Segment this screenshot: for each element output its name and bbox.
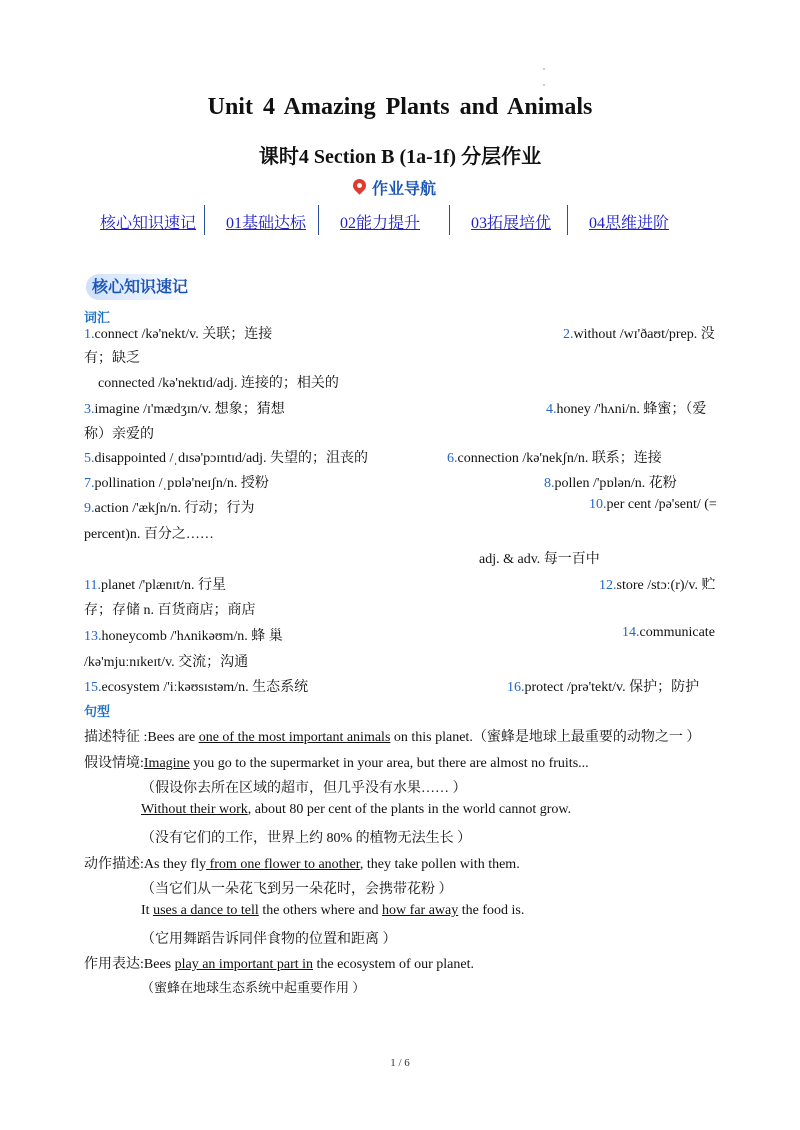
- vocab-item-cont: percent)n. 百分之……: [84, 527, 214, 542]
- nav-link-thinking[interactable]: 04思维进阶: [589, 215, 670, 232]
- sentence-translation: （没有它们的工作，世界上约 80% 的植物无法生长 ）: [141, 831, 472, 846]
- vocab-item: 8.pollen /'pɒlən/n. 花粉: [544, 476, 677, 491]
- vocab-label: 词汇: [84, 311, 111, 326]
- nav-link-core[interactable]: 核心知识速记: [100, 215, 197, 232]
- section-heading-label: 核心知识速记: [92, 277, 189, 296]
- page-number: 1 / 6: [390, 1057, 410, 1069]
- sentence-line: 描述特征 :Bees are one of the most important animals on this planet.（蜜蜂是地球上最重要的动物之一 ）: [84, 730, 701, 745]
- sentence-line: It uses a dance to tell the others where and how far away the food is.: [141, 903, 525, 918]
- sentence-line: Without their work, about 80 per cent of the plants in the world cannot grow.: [141, 802, 572, 817]
- vocab-item: 11.planet /'plænɪt/n. 行星: [84, 578, 226, 593]
- section-heading: [86, 274, 194, 300]
- vocab-item: 2.without /wɪ'ðaʊt/prep. 没: [563, 327, 715, 342]
- vocab-item: 14.communicate: [622, 625, 715, 640]
- nav-badge-label: 作业导航: [372, 179, 437, 198]
- vocab-item-cont: 有；缺乏: [84, 351, 140, 366]
- location-pin-icon: [350, 176, 368, 194]
- vocab-item-cont: 称）亲爱的: [84, 427, 154, 442]
- nav-link-ability[interactable]: 02能力提升: [340, 215, 421, 232]
- decorative-dot: [543, 84, 545, 86]
- sentence-label: 句型: [84, 705, 111, 720]
- vocab-item: 16.protect /prə'tekt/v. 保护；防护: [507, 680, 700, 695]
- vocab-item: 13.honeycomb /'hʌnikəʊm/n. 蜂 巢: [84, 629, 283, 644]
- vocab-item: 1.connect /kə'nekt/v. 关联；连接: [84, 327, 273, 342]
- nav-link-extend[interactable]: 03拓展培优: [471, 215, 552, 232]
- vocab-item-cont: 存；存储 n. 百货商店；商店: [84, 603, 256, 618]
- vocab-subitem: adj. & adv. 每一百中: [479, 552, 600, 567]
- sentence-translation: （它用舞蹈告诉同伴食物的位置和距离 ）: [141, 932, 397, 947]
- sentence-line: 动作描述:As they fly from one flower to another, they take pollen with them.: [84, 857, 520, 872]
- sentence-translation: （假设你去所在区域的超市，但几乎没有水果…… ）: [141, 781, 467, 796]
- vocab-subitem: connected /kə'nektɪd/adj. 连接的；相关的: [98, 376, 339, 391]
- decorative-dot: [543, 68, 545, 70]
- vocab-item: 6.connection /kə'nekʃn/n. 联系；连接: [447, 451, 662, 466]
- vocab-item: 9.action /'ækʃn/n. 行动；行为: [84, 501, 255, 516]
- vocab-item: 4.honey /'hʌni/n. 蜂蜜；（爱: [546, 402, 707, 417]
- nav-divider: [318, 205, 319, 235]
- vocab-item: 3.imagine /ɪ'mædʒɪn/v. 想象；猜想: [84, 402, 285, 417]
- nav-divider: [449, 205, 450, 235]
- sentence-line: 作用表达:Bees play an important part in the ecosystem of our planet.: [84, 957, 474, 972]
- nav-divider: [567, 205, 568, 235]
- sentence-line: 假设情境:Imagine you go to the supermarket in your area, but there are almost no fruits...: [84, 756, 589, 771]
- nav-link-basic[interactable]: 01基础达标: [226, 215, 307, 232]
- vocab-item-cont: /kə'mjuːnɪkeɪt/v. 交流；沟通: [84, 655, 249, 670]
- vocab-item: 7.pollination /ˌpɒlə'neɪʃn/n. 授粉: [84, 476, 269, 491]
- vocab-item: 10.per cent /pə'sent/ (=: [589, 497, 717, 512]
- page-title: Unit 4 Amazing Plants and Animals: [207, 94, 593, 120]
- sentence-translation: （蜜蜂在地球生态系统中起重要作用 ）: [141, 980, 366, 995]
- vocab-item: 12.store /stɔː(r)/v. 贮: [599, 578, 716, 593]
- nav-divider: [204, 205, 205, 235]
- nav-badge: [353, 176, 436, 198]
- page-subtitle: 课时4 Section B (1a-1f) 分层作业: [258, 146, 542, 168]
- vocab-item: 5.disappointed /ˌdɪsə'pɔɪntɪd/adj. 失望的；沮丧的: [84, 451, 369, 466]
- sentence-translation: （当它们从一朵花飞到另一朵花时，会携带花粉 ）: [141, 882, 453, 897]
- vocab-item: 15.ecosystem /'iːkəʊsɪstəm/n. 生态系统: [84, 680, 309, 695]
